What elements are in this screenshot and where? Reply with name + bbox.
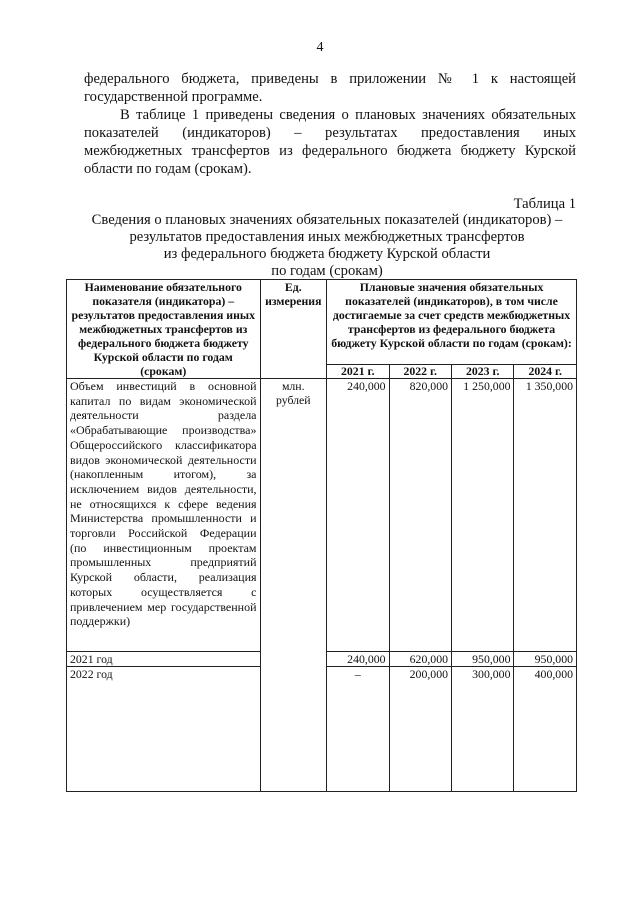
indicator-name: Объем инвестиций в основной капитал по видам экономической деятельности раздела «Обрабатывающие производства» Общероссийского классификатора видов экономической деятельности (накопленным итогом), за исключением видов деятельности, не относящихся к сфере ведения Министерства промышленности и торговли Российской Федерации (по инвестиционным проектам промышленных предприятий Курской области, реализация которых осуществляется с привлечением мер государственной поддержки) — [67, 379, 261, 652]
table-title-line: из федерального бюджета бюджету Курской области — [163, 246, 491, 262]
value-cell: 1 250,000 — [452, 379, 514, 652]
header-year: 2024 г. — [514, 365, 577, 379]
value-cell: 400,000 — [514, 667, 577, 792]
table-title-line: Сведения о плановых значениях обязательных показателей (индикаторов) – — [91, 212, 563, 228]
header-planned-values: Плановые значения обязательных показателей (индикаторов), в том числе достигаемые за счет средств межбюджетных трансфертов из федерального бюджета бюджету Курской области по годам (срокам): — [327, 280, 577, 365]
table-row — [67, 379, 577, 652]
header-unit: Ед. измерения — [260, 280, 327, 379]
header-year: 2023 г. — [452, 365, 514, 379]
indicators-table — [66, 279, 577, 792]
header-year: 2022 г. — [389, 365, 451, 379]
paragraph-intro: федерального бюджета, приведены в приложении № 1 к настоящей государственной программе. — [84, 71, 576, 105]
value-cell: 820,000 — [389, 379, 451, 652]
paragraph-table-reference: В таблице 1 приведены сведения о плановых значениях обязательных показателей (индикаторов) – результатах предоставления иных межбюджетных трансфертов из федерального бюджета бюджету Курской области по годам (срокам). — [84, 107, 576, 177]
value-cell: 620,000 — [389, 652, 451, 667]
table-title-line: по годам (срокам) — [271, 263, 383, 279]
value-cell: 1 350,000 — [514, 379, 577, 652]
indicator-unit: млн. рублей — [260, 379, 327, 792]
value-cell: 200,000 — [389, 667, 451, 792]
header-year: 2021 г. — [327, 365, 389, 379]
value-cell: – — [327, 667, 389, 792]
value-cell: 240,000 — [327, 652, 389, 667]
row-year-label: 2022 год — [67, 667, 261, 792]
value-cell: 950,000 — [452, 652, 514, 667]
table-title — [60, 212, 594, 280]
value-cell: 950,000 — [514, 652, 577, 667]
value-cell: 240,000 — [327, 379, 389, 652]
table-caption: Таблица 1 — [513, 196, 576, 212]
header-indicator-name: Наименование обязательного показателя (индикатора) – результатов предоставления иных межбюджетных трансфертов из федерального бюджета бюджету Курской области по годам (срокам) — [67, 280, 261, 379]
row-year-label: 2021 год — [67, 652, 261, 667]
table-title-line: результатов предоставления иных межбюджетных трансфертов — [129, 229, 525, 245]
value-cell: 300,000 — [452, 667, 514, 792]
page-number: 4 — [316, 40, 324, 55]
